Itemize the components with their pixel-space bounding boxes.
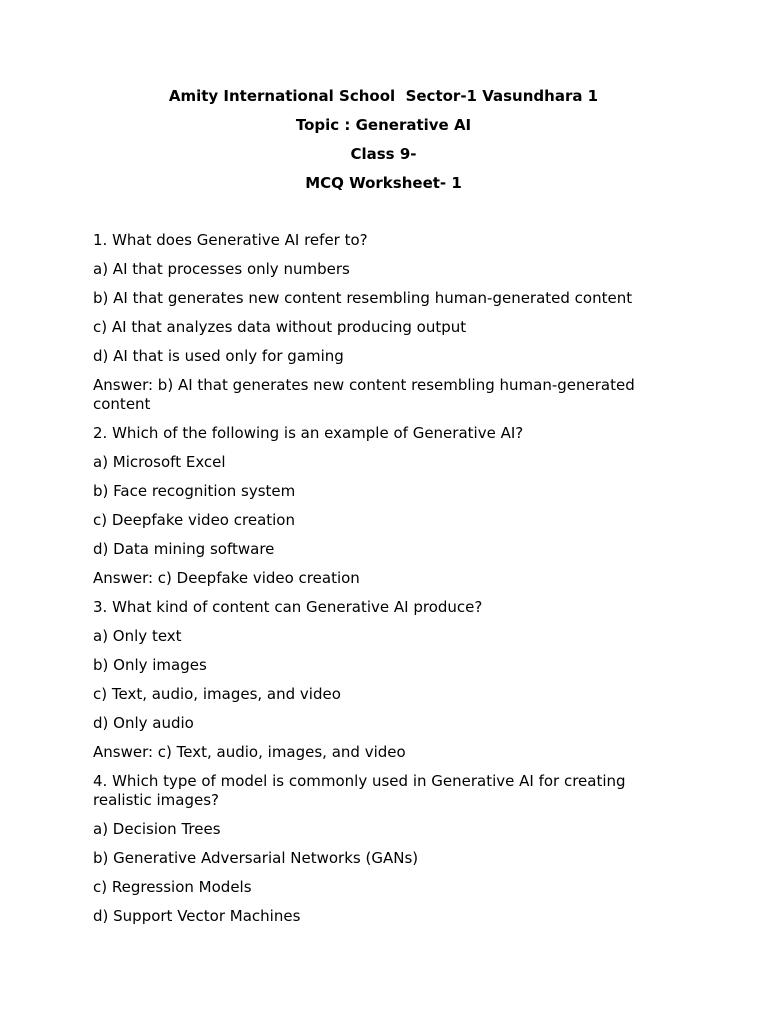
worksheet-header (93, 87, 674, 192)
option-text: a) Microsoft Excel (93, 453, 226, 471)
option-text: c) Regression Models (93, 878, 252, 896)
option-text: d) Support Vector Machines (93, 907, 301, 925)
option-text: a) Only text (93, 627, 182, 645)
class-label: Class 9- (350, 145, 417, 163)
option-text: b) AI that generates new content resembling human-generated content (93, 289, 633, 307)
option-text: a) AI that processes only numbers (93, 260, 350, 278)
option-text: d) Data mining software (93, 540, 275, 558)
option-text: b) Only images (93, 656, 207, 674)
worksheet-title: MCQ Worksheet- 1 (305, 174, 462, 192)
option-text: b) Generative Adversarial Networks (GANs) (93, 849, 419, 867)
answer-text: Answer: b) AI that generates new content resembling human-generated content (93, 376, 635, 413)
topic-title: Topic : Generative AI (295, 116, 472, 134)
answer-text: Answer: c) Deepfake video creation (93, 569, 360, 587)
option-text: d) Only audio (93, 714, 194, 732)
question-text: 3. What kind of content can Generative AI produce? (93, 598, 483, 616)
option-text: a) Decision Trees (93, 820, 221, 838)
option-text: c) AI that analyzes data without producing output (93, 318, 467, 336)
answer-text: Answer: c) Text, audio, images, and video (93, 743, 406, 761)
option-text: d) AI that is used only for gaming (93, 347, 344, 365)
school-name: Amity International School Sector-1 Vasundhara 1 (168, 87, 599, 105)
option-text: c) Deepfake video creation (93, 511, 295, 529)
question-list (93, 231, 656, 926)
question-text: 1. What does Generative AI refer to? (93, 231, 368, 249)
option-text: b) Face recognition system (93, 482, 296, 500)
question-text: 4. Which type of model is commonly used in Generative AI for creating realistic images? (93, 772, 626, 809)
option-text: c) Text, audio, images, and video (93, 685, 341, 703)
question-text: 2. Which of the following is an example of Generative AI? (93, 424, 524, 442)
